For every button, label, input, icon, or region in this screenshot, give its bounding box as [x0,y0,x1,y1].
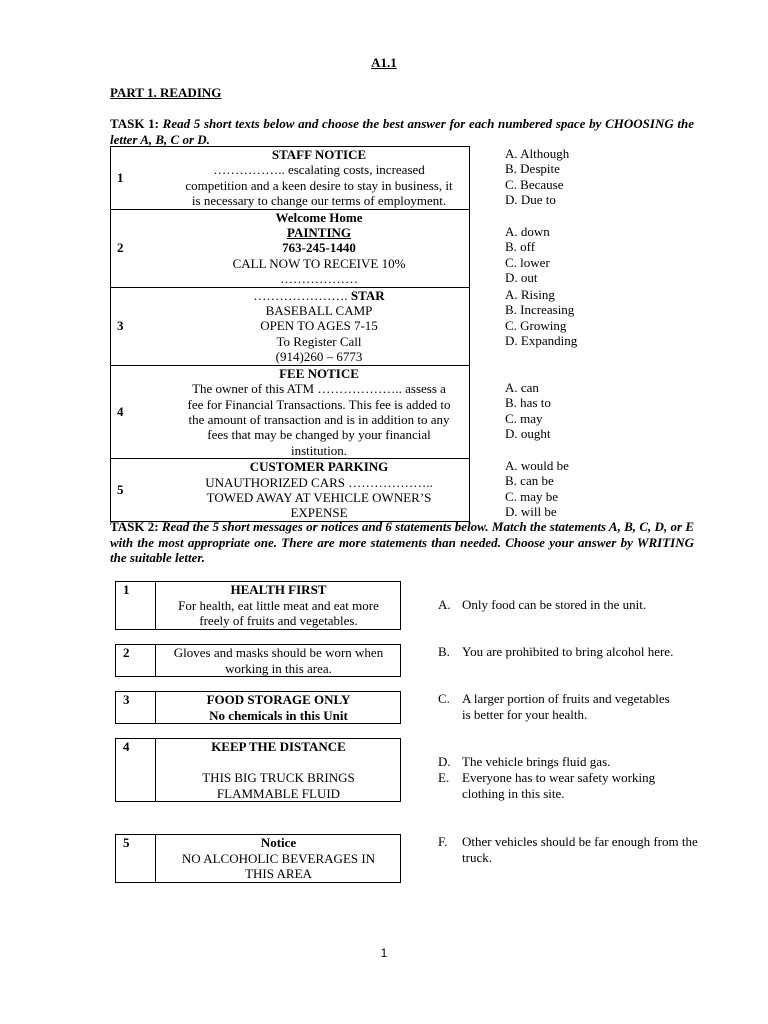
notice-box-text [157,692,400,723]
notice-line [169,490,469,505]
answer-option: D. Due to [505,192,556,208]
answer-option: B. can be [505,473,554,489]
answer-option: C. may [505,410,543,426]
notice-box-line: FOOD STORAGE ONLY [206,692,351,707]
notice-line [169,412,469,427]
answer-option: D. will be [505,504,557,520]
notice-line [169,193,469,208]
task1-instruction-text: Read 5 short texts below and choose the best answer for each numbered space by CHOOSING the letter A, B, C or D. [110,116,695,147]
statement-item [438,691,678,722]
notice-box-number: 3 [116,692,156,723]
notice-box-line: No chemicals in this Unit [209,707,348,723]
notice-line-text: the amount of transaction and is in addition to any [188,411,450,427]
notice-line [169,443,469,458]
task1-row-number: 3 [111,287,170,365]
task2-label: TASK 2: [110,519,159,534]
notice-line [169,271,469,286]
notice-box-line: Notice [260,835,297,850]
answer-option: C. may be [505,488,559,504]
notice-box [115,644,401,677]
statement-letter: C. [438,691,450,706]
answer-option: A. Although [505,146,570,161]
notice-line-bold-tail: STAR [350,287,385,303]
task1-row-number: 2 [111,209,170,287]
notice-line-text: is necessary to change our terms of employment. [191,193,447,209]
answer-option: D. out [505,270,538,286]
answer-option: A. Rising [505,287,555,302]
answer-option: C. Growing [505,317,567,333]
notice-box [115,581,401,630]
notice-box [115,691,401,724]
notice-line-text: fees that may be changed by your financial [207,427,431,443]
task1-row-text [169,287,470,365]
notice-box-line: Gloves and masks should be worn when [173,645,384,660]
task1-options [505,224,550,286]
statement-text: Only food can be stored in the unit. [462,597,647,612]
statement-item [438,770,678,801]
notice-line-text: fee for Financial Transactions. This fee is added to [187,396,451,412]
notice-box-number: 2 [116,645,156,676]
notice-line [169,210,469,225]
task1-row [111,287,470,365]
notice-box-line: working in this area. [225,660,332,676]
statement-text: Everyone has to wear safety working clothing in this site. [462,770,656,801]
notice-line [169,288,469,303]
notice-line-text: CALL NOW TO RECEIVE 10% [232,255,406,271]
notice-line-text: FEE NOTICE [279,365,359,381]
task1-row [111,147,470,210]
notice-box-line: For health, eat little meat and eat more [178,597,379,613]
notice-line-text: STAFF NOTICE [271,147,367,162]
notice-box-line: NO ALCOHOLIC BEVERAGES IN [181,850,376,866]
notice-line-text: PAINTING [286,225,352,241]
notice-line [169,178,469,193]
notice-line [169,381,469,396]
notice-box-text [157,835,400,882]
task1-instruction [110,116,694,147]
notice-line-text: The owner of this ATM ……………….. assess a [192,381,446,397]
task1-row-text [169,147,470,210]
part-title: PART 1. READING [110,85,222,100]
notice-line [169,162,469,177]
notice-box [115,834,401,883]
statement-text: The vehicle brings fluid gas. [462,754,611,769]
notice-box-line: FLAMMABLE FLUID [216,785,341,801]
notice-box-text [157,645,400,676]
task1-label: TASK 1: [110,116,159,131]
statement-letter: F. [438,834,448,849]
notice-line-text: 763-245-1440 [282,240,356,256]
notice-box-line: freely of fruits and vegetables. [199,613,358,628]
notice-line [169,303,469,318]
statement-item [438,834,698,865]
notice-box-number: 4 [116,739,156,801]
task2-instruction-text: Read the 5 short messages or notices and 6 statements below. Match the statements A, B, C, D, or E with the most appropriate one. There are more statements than needed. Choose your answer by WRITING the suitable letter. [110,519,695,565]
page-number: 1 [380,946,388,960]
task1-row-text [169,365,470,458]
notice-box-line: KEEP THE DISTANCE [211,739,346,754]
notice-line [169,349,469,364]
notice-line-text: CUSTOMER PARKING [249,459,389,475]
document-title: A1.1 [371,55,397,70]
notice-line [169,318,469,333]
answer-option: D. ought [505,426,551,442]
notice-line-text: UNAUTHORIZED CARS ……………….. [205,474,433,490]
task1-options [505,287,577,349]
notice-line-text: BASEBALL CAMP [265,303,373,319]
answer-option: B. Increasing [505,302,575,318]
task1-row-number: 1 [111,147,170,210]
statement-letter: A. [438,597,451,612]
statement-letter: B. [438,644,450,659]
notice-box-text [157,739,400,801]
answer-option: B. has to [505,395,551,411]
task1-row-text [169,459,470,522]
notice-line [169,366,469,381]
notice-line-text: EXPENSE [290,505,348,521]
notice-line [169,225,469,240]
answer-option: B. off [505,239,536,255]
notice-box-number: 1 [116,582,156,629]
task1-row [111,459,470,522]
notice-line-text: To Register Call [276,333,362,349]
notice-line [169,475,469,490]
notice-box-line [157,755,400,771]
notice-box-line: HEALTH FIRST [230,582,327,597]
notice-box-text [157,582,400,629]
notice-line [169,240,469,255]
answer-option: A. down [505,224,550,239]
statement-item [438,644,678,660]
statement-item [438,597,698,613]
notice-box [115,738,401,802]
answer-option: C. Because [505,176,564,192]
statement-text: A larger portion of fruits and vegetables is better for your health. [462,691,670,722]
answer-option: A. would be [505,458,569,473]
statement-letter: D. [438,754,451,769]
notice-line-text: competition and a keen desire to stay in business, it [185,177,453,193]
notice-line [169,397,469,412]
notice-line [169,459,469,474]
task1-options [505,458,569,520]
notice-line [169,256,469,271]
task1-table [110,146,470,522]
task1-row-text [169,209,470,287]
notice-line-text: Welcome Home [275,209,363,225]
notice-line-text: …………………. [253,287,351,303]
task1-row-number: 4 [111,365,170,458]
task1-row-number: 5 [111,459,170,522]
notice-line-text: ……………… [280,271,358,287]
answer-option: A. can [505,380,539,395]
notice-line [169,427,469,442]
notice-box-number: 5 [116,835,156,882]
answer-option: D. Expanding [505,333,578,349]
notice-line [169,147,469,162]
notice-line [169,334,469,349]
task1-options [505,146,569,208]
notice-line-text: …………….. escalating costs, increased [213,162,425,178]
statement-letter: E. [438,770,450,785]
statement-item [438,754,698,770]
notice-box-line: THIS BIG TRUCK BRINGS [202,770,355,785]
statement-text: Other vehicles should be far enough from the truck. [462,834,698,865]
notice-line-text: (914)260 – 6773 [275,349,363,365]
notice-box-line: THIS AREA [245,866,312,881]
task2-instruction [110,519,694,566]
answer-option: C. lower [505,254,550,270]
task1-row [111,365,470,458]
statement-text: You are prohibited to bring alcohol here. [462,644,674,659]
notice-line-text: institution. [291,442,347,458]
answer-option: B. Despite [505,161,560,177]
notice-line-text: TOWED AWAY AT VEHICLE OWNER’S [206,489,432,505]
task1-row [111,209,470,287]
notice-line-text: OPEN TO AGES 7-15 [260,318,378,334]
task1-options [505,380,551,442]
